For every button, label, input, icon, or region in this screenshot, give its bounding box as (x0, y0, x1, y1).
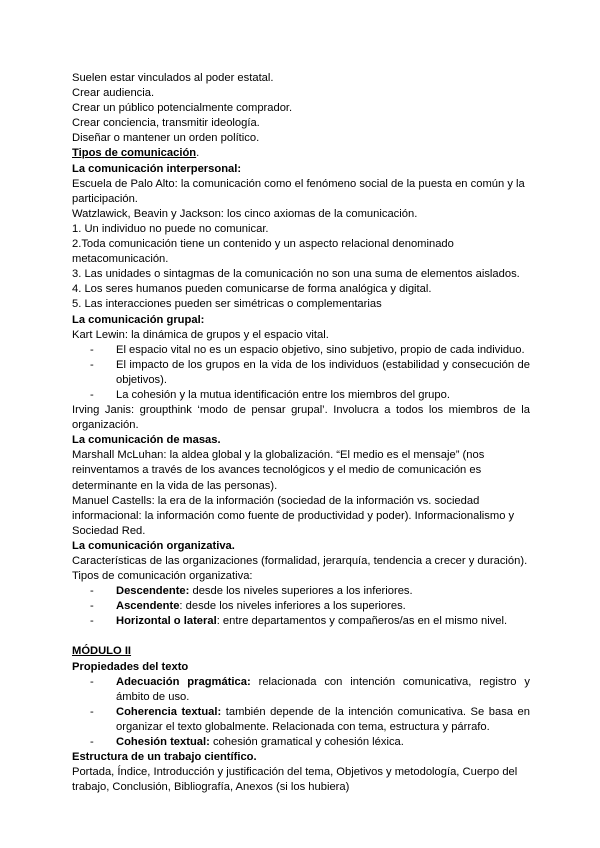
list-item-text: también depende de la intención comunicativa. Se basa en organizar el texto globalmente. Relacionada con tema, estructura y párrafo. (116, 705, 530, 733)
list-dash: - (90, 388, 94, 401)
paragraph: Características de las organizaciones (formalidad, jerarquía, tendencia a crecer y duración). (72, 555, 528, 567)
axiom-item: 3. Las unidades o sintagmas de la comunicación no son una suma de elementos aislados. (72, 268, 520, 281)
axiom-item: 2.Toda comunicación tiene un contenido y un aspecto relacional denominado metacomunicación. (72, 238, 454, 266)
modulo-heading: MÓDULO II (72, 645, 132, 658)
list-dash: - (90, 358, 94, 371)
section-heading (72, 146, 530, 161)
list-dash: - (90, 600, 94, 613)
paragraph: Portada, Índice, Introducción y justificación del tema, Objetivos y metodología, Cuerpo del trabajo, Conclusión, Bibliografía, Anexos (si los hubiera) (72, 766, 518, 794)
axiom-item: 5. Las interacciones pueden ser simétricas o complementarias (72, 298, 382, 311)
list-dash: - (90, 675, 94, 688)
list-item (72, 614, 530, 629)
list-item-text: cohesión gramatical y cohesión léxica. (209, 736, 404, 749)
list-item-label: Adecuación pragmática: (116, 675, 251, 688)
list-item-label: Descendente: (116, 585, 190, 598)
masas-heading: La comunicación de masas. (72, 434, 221, 447)
grupal-heading: La comunicación grupal: (72, 313, 205, 326)
list-item-text: : entre departamentos y compañeros/as en el mismo nivel. (216, 615, 508, 628)
list-item (72, 675, 530, 705)
list-item (72, 599, 530, 614)
intro-line: Diseñar o mantener un orden político. (72, 132, 260, 145)
intro-line: Suelen estar vinculados al poder estatal. (72, 72, 274, 84)
list-item-text: : desde los niveles inferiores a los superiores. (179, 600, 406, 613)
list-item-text: El espacio vital no es un espacio objetivo, sino subjetivo, propio de cada individuo. (116, 343, 525, 356)
list-item-label: Cohesión textual: (116, 736, 210, 749)
intro-line: Crear audiencia. (72, 87, 155, 100)
estructura-heading: Estructura de un trabajo científico. (72, 751, 257, 764)
paragraph: Watzlawick, Beavin y Jackson: los cinco axiomas de la comunicación. (72, 207, 418, 220)
tipos-heading: Tipos de comunicación (72, 147, 197, 160)
axiom-item: 1. Un individuo no puede no comunicar. (72, 222, 269, 235)
paragraph: Escuela de Palo Alto: la comunicación como el fenómeno social de la puesta en común y la participación. (72, 177, 525, 205)
paragraph: Kart Lewin: la dinámica de grupos y el espacio vital. (72, 328, 329, 341)
list-item-text: desde los niveles superiores a los inferiores. (189, 585, 413, 598)
list-item-label: Coherencia textual: (116, 705, 222, 718)
list-item-text: El impacto de los grupos en la vida de los individuos (estabilidad y consecución de objetivos). (116, 358, 530, 386)
list-dash: - (90, 343, 94, 356)
propiedades-heading: Propiedades del texto (72, 660, 189, 673)
interpersonal-heading: La comunicación interpersonal: (72, 162, 242, 175)
tipos-period: . (196, 147, 200, 160)
list-dash: - (90, 585, 94, 598)
spacer (72, 629, 530, 644)
list-item (72, 358, 530, 388)
document-page (72, 71, 530, 795)
list-item (72, 735, 530, 750)
axiom-item: 4. Los seres humanos pueden comunicarse de forma analógica y digital. (72, 283, 432, 296)
list-item-text: La cohesión y la mutua identificación entre los miembros del grupo. (116, 388, 450, 401)
list-item-label: Ascendente (116, 600, 180, 613)
intro-line: Crear un público potencialmente comprador. (72, 102, 293, 115)
list-item (72, 705, 530, 735)
list-item-label: Horizontal o lateral (116, 615, 217, 628)
intro-line: Crear conciencia, transmitir ideología. (72, 117, 260, 130)
list-item (72, 343, 530, 358)
list-item (72, 584, 530, 599)
list-item (72, 388, 530, 403)
list-item-text: relacionada con intención comunicativa, registro y ámbito de uso. (116, 675, 530, 703)
paragraph: Manuel Castells: la era de la información (sociedad de la información vs. sociedad informacional: la información como fuente de productividad y poder). Informacionalismo y Sociedad Red. (72, 494, 515, 537)
list-dash: - (90, 705, 94, 718)
paragraph: Tipos de comunicación organizativa: (72, 570, 253, 583)
list-dash: - (90, 615, 94, 628)
organizativa-heading: La comunicación organizativa. (72, 539, 235, 552)
list-dash: - (90, 736, 94, 749)
paragraph: Marshall McLuhan: la aldea global y la globalización. “El medio es el mensaje” (nos reinventamos a través de los avances tecnológicos y el medio de comunicación es determinante en la vida de las personas). (72, 449, 485, 492)
paragraph: Irving Janis: groupthink ‘modo de pensar grupal’. Involucra a todos los miembros de la organización. (72, 404, 530, 432)
